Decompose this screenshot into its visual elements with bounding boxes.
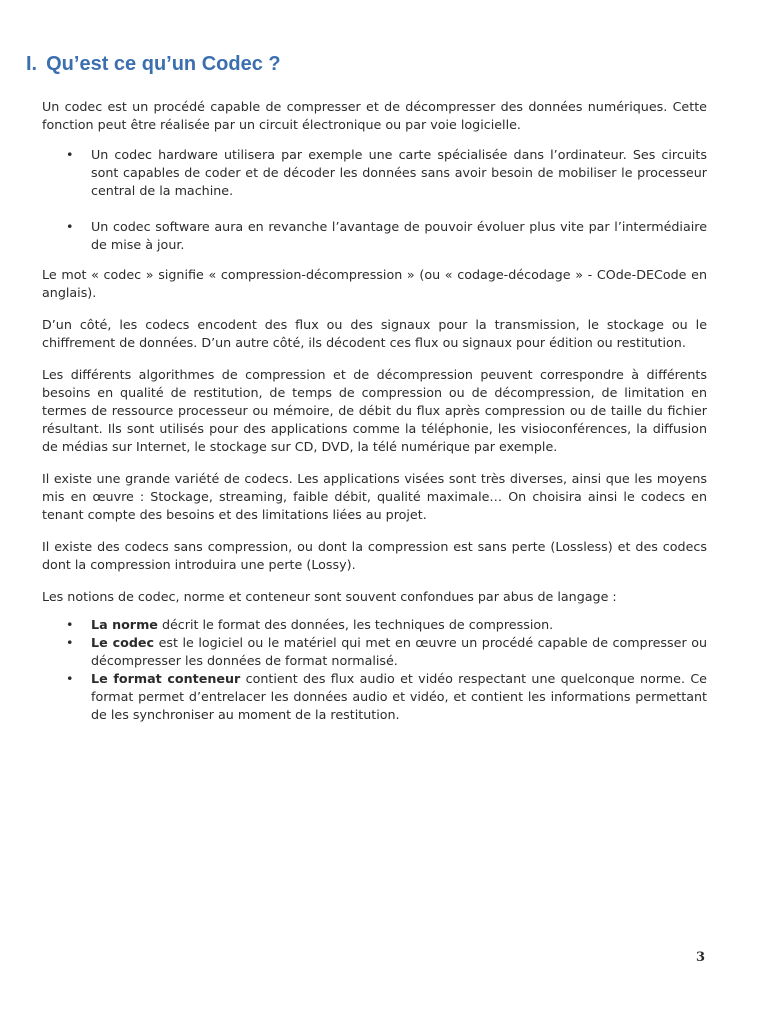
section-number: I. <box>26 53 38 75</box>
notions-list <box>42 616 707 724</box>
codec-types-list <box>42 146 707 254</box>
list-item-norme <box>42 616 707 634</box>
section-title: Qu’est ce qu’un Codec ? <box>46 53 281 75</box>
definition-codec: est le logiciel ou le matériel qui met en œuvre un procédé capable de compresser ou décompresser les données de format normalisé. <box>91 635 707 668</box>
list-item-conteneur <box>42 670 707 724</box>
term-norme: La norme <box>91 617 158 632</box>
definition-conteneur: contient des flux audio et vidéo respectant une quelconque norme. Ce format permet d’entrelacer les données audio et vidéo, et contient les informations permettant de les synchroniser au moment de la restitution. <box>91 671 707 722</box>
section-heading <box>26 50 281 78</box>
list-item-hardware-codec: • Un codec hardware utilisera par exemple une carte spécialisée dans l’ordinateur. Ses circuits sont capables de coder et de décoder les données sans avoir besoin de mobiliser le processeur central de la machine. <box>42 146 707 200</box>
document-body <box>42 98 707 724</box>
paragraph-algorithms: Les différents algorithmes de compression et de décompression peuvent correspondre à différents besoins en qualité de restitution, de temps de compression ou de décompression, de limitation en termes de ressource processeur ou mémoire, de débit du flux après compression ou de taille du fichier résultant. Ils sont utilisés pour des applications comme la téléphonie, les visioconférences, la diffusion de médias sur Internet, le stockage sur CD, DVD, la télé numérique par exemple. <box>42 367 707 454</box>
paragraph-variety: Il existe une grande variété de codecs. Les applications visées sont très diverses, ainsi que les moyens mis en œuvre : Stockage, streaming, faible débit, qualité maximale… On choisira ainsi le codecs en tenant compte des besoins et des limitations liées au projet. <box>42 471 707 522</box>
paragraph-definition: Le mot « codec » signifie « compression-décompression » (ou « codage-décodage » - COde-DECode en anglais). <box>42 267 707 300</box>
term-conteneur: Le format conteneur <box>91 671 241 686</box>
definition-norme: décrit le format des données, les techniques de compression. <box>157 617 554 632</box>
paragraph-encode-decode: D’un côté, les codecs encodent des flux ou des signaux pour la transmission, le stockage ou le chiffrement de données. D’un autre côté, ils décodent ces flux ou signaux pour édition ou restitution. <box>42 317 707 350</box>
list-item-software-codec: • Un codec software aura en revanche l’avantage de pouvoir évoluer plus vite par l’intermédiaire de mise à jour. <box>42 218 707 254</box>
term-codec: Le codec <box>91 635 155 650</box>
paragraph-notions-intro: Les notions de codec, norme et conteneur sont souvent confondues par abus de langage : <box>42 589 617 604</box>
list-item-codec <box>42 634 707 670</box>
page-number: 3 <box>696 950 706 965</box>
paragraph-lossless-lossy: Il existe des codecs sans compression, ou dont la compression est sans perte (Lossless) et des codecs dont la compression introduira une perte (Lossy). <box>42 539 707 572</box>
intro-paragraph: Un codec est un procédé capable de compresser et de décompresser des données numériques. Cette fonction peut être réalisée par un circuit électronique ou par voie logicielle. <box>42 99 707 132</box>
